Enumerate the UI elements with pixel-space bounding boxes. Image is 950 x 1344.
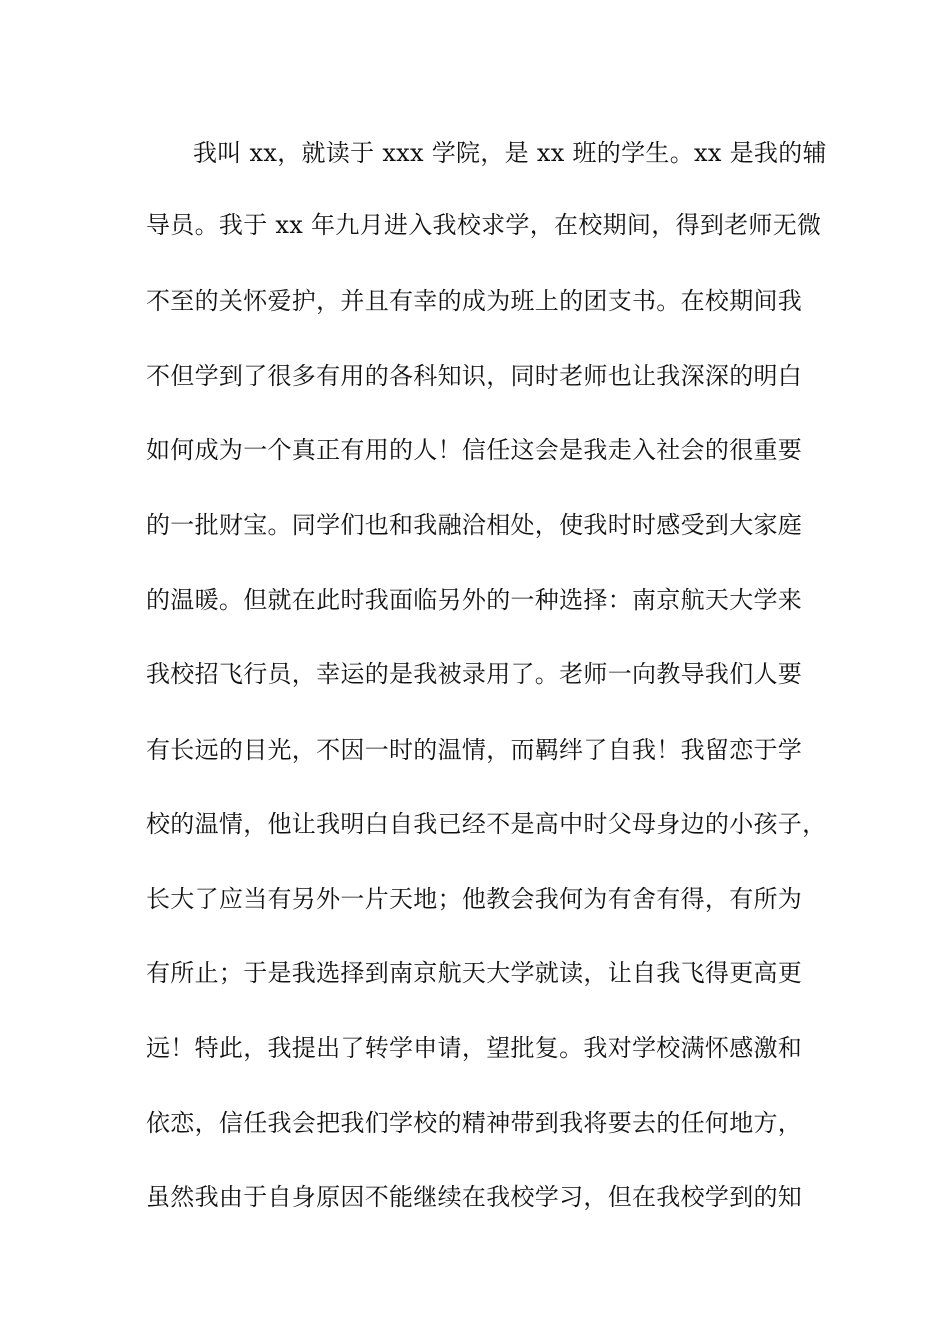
paragraph-line: 有所止；于是我选择到南京航天大学就读，让自我飞得更高更 <box>146 959 803 987</box>
paragraph-line: 我叫 xx，就读于 xxx 学院，是 xx 班的学生。xx 是我的辅 <box>193 139 827 167</box>
paragraph-line: 不至的关怀爱护，并且有幸的成为班上的团支书。在校期间我 <box>146 287 803 315</box>
paragraph-line: 的一批财宝。同学们也和我融洽相处，使我时时感受到大家庭 <box>146 511 803 539</box>
paragraph-line: 的温暖。但就在此时我面临另外的一种选择：南京航天大学来 <box>146 586 803 614</box>
paragraph-line: 远！特此，我提出了转学申请，望批复。我对学校满怀感激和 <box>146 1034 803 1062</box>
paragraph-line: 导员。我于 xx 年九月进入我校求学，在校期间，得到老师无微 <box>146 211 822 239</box>
paragraph-line: 长大了应当有另外一片天地；他教会我何为有舍有得，有所为 <box>146 885 803 913</box>
paragraph-line: 校的温情，他让我明白自我已经不是高中时父母身边的小孩子， <box>146 810 827 838</box>
paragraph-line: 我校招飞行员，幸运的是我被录用了。老师一向教导我们人要 <box>146 660 803 688</box>
paragraph-line: 虽然我由于自身原因不能继续在我校学习，但在我校学到的知 <box>146 1183 803 1211</box>
paragraph-line: 如何成为一个真正有用的人！信任这会是我走入社会的很重要 <box>146 436 803 464</box>
paragraph-line: 依恋，信任我会把我们学校的精神带到我将要去的任何地方， <box>146 1109 803 1137</box>
paragraph-line: 不但学到了很多有用的各科知识，同时老师也让我深深的明白 <box>146 362 803 390</box>
paragraph-line: 有长远的目光，不因一时的温情，而羁绊了自我！我留恋于学 <box>146 736 803 764</box>
